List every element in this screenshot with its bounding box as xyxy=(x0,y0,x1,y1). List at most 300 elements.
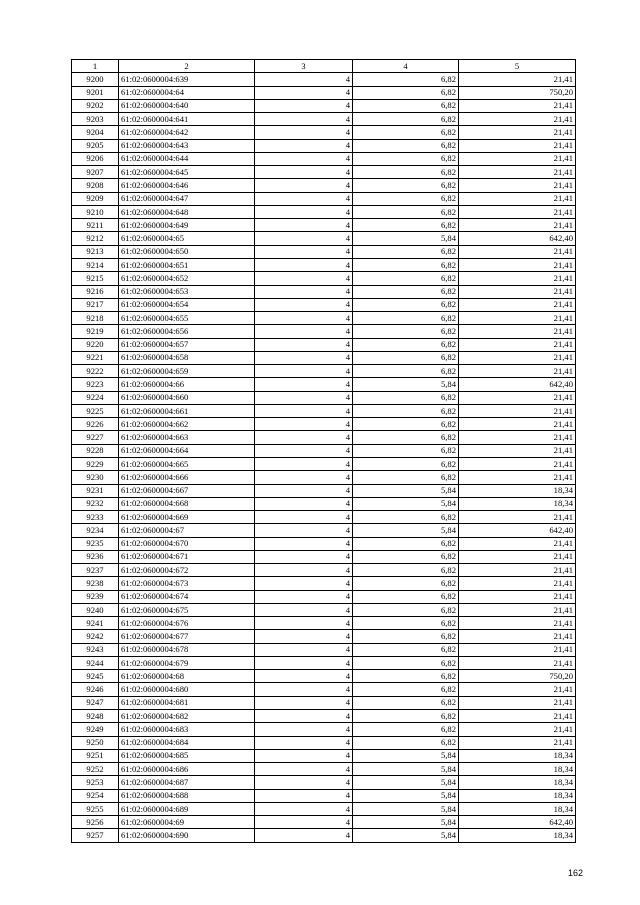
table-cell-col-1: 9214 xyxy=(72,258,119,271)
table-cell-col-4: 5,84 xyxy=(353,749,459,762)
table-cell-col-1: 9205 xyxy=(72,139,119,152)
table-cell-col-1: 9208 xyxy=(72,179,119,192)
table-cell-col-3: 4 xyxy=(255,113,353,126)
table-cell-col-2: 61:02:0600004:66 xyxy=(119,378,255,391)
table-cell-col-2: 61:02:0600004:64 xyxy=(119,86,255,99)
table-cell-col-5: 21,41 xyxy=(459,617,576,630)
table-cell-col-2: 61:02:0600004:67 xyxy=(119,524,255,537)
table-cell-col-1: 9230 xyxy=(72,471,119,484)
table-cell-col-4: 6,82 xyxy=(353,471,459,484)
table-cell-col-1: 9218 xyxy=(72,312,119,325)
table-cell-col-5: 21,41 xyxy=(459,338,576,351)
table-row xyxy=(72,298,576,311)
table-cell-col-2: 61:02:0600004:652 xyxy=(119,272,255,285)
table-cell-col-3: 4 xyxy=(255,325,353,338)
table-cell-col-2: 61:02:0600004:642 xyxy=(119,126,255,139)
table-cell-col-2: 61:02:0600004:681 xyxy=(119,696,255,709)
table-cell-col-5: 642,40 xyxy=(459,232,576,245)
table-cell-col-1: 9251 xyxy=(72,749,119,762)
table-cell-col-5: 21,41 xyxy=(459,404,576,417)
table-row xyxy=(72,802,576,815)
table-cell-col-3: 4 xyxy=(255,789,353,802)
table-cell-col-5: 21,41 xyxy=(459,590,576,603)
table-cell-col-3: 4 xyxy=(255,126,353,139)
table-cell-col-3: 4 xyxy=(255,537,353,550)
table-cell-col-5: 642,40 xyxy=(459,816,576,829)
table-cell-col-3: 4 xyxy=(255,829,353,842)
table-cell-col-5: 18,34 xyxy=(459,484,576,497)
table-cell-col-4: 6,82 xyxy=(353,325,459,338)
table-row xyxy=(72,789,576,802)
table-cell-col-3: 4 xyxy=(255,617,353,630)
table-row xyxy=(72,444,576,457)
table-cell-col-2: 61:02:0600004:663 xyxy=(119,431,255,444)
table-cell-col-2: 61:02:0600004:679 xyxy=(119,656,255,669)
table-cell-col-4: 6,82 xyxy=(353,298,459,311)
table-row xyxy=(72,670,576,683)
table-cell-col-2: 61:02:0600004:656 xyxy=(119,325,255,338)
table-cell-col-1: 9224 xyxy=(72,391,119,404)
table-cell-col-1: 9233 xyxy=(72,511,119,524)
table-cell-col-5: 21,41 xyxy=(459,258,576,271)
table-cell-col-5: 18,34 xyxy=(459,497,576,510)
table-cell-col-3: 4 xyxy=(255,497,353,510)
table-cell-col-5: 21,41 xyxy=(459,272,576,285)
table-cell-col-1: 9204 xyxy=(72,126,119,139)
table-cell-col-4: 6,82 xyxy=(353,192,459,205)
table-cell-col-2: 61:02:0600004:670 xyxy=(119,537,255,550)
table-cell-col-3: 4 xyxy=(255,152,353,165)
table-cell-col-4: 6,82 xyxy=(353,603,459,616)
table-cell-col-3: 4 xyxy=(255,444,353,457)
table-cell-col-5: 18,34 xyxy=(459,789,576,802)
table-cell-col-5: 21,41 xyxy=(459,325,576,338)
column-header-4: 4 xyxy=(353,60,459,73)
table-cell-col-4: 6,82 xyxy=(353,723,459,736)
table-cell-col-4: 6,82 xyxy=(353,99,459,112)
table-cell-col-3: 4 xyxy=(255,245,353,258)
table-cell-col-1: 9244 xyxy=(72,656,119,669)
table-cell-col-3: 4 xyxy=(255,696,353,709)
table-cell-col-2: 61:02:0600004:655 xyxy=(119,312,255,325)
table-cell-col-4: 6,82 xyxy=(353,272,459,285)
table-cell-col-3: 4 xyxy=(255,670,353,683)
table-row xyxy=(72,312,576,325)
table-cell-col-5: 21,41 xyxy=(459,391,576,404)
table-cell-col-5: 21,41 xyxy=(459,99,576,112)
table-cell-col-4: 6,82 xyxy=(353,73,459,86)
table-cell-col-3: 4 xyxy=(255,391,353,404)
table-cell-col-5: 642,40 xyxy=(459,378,576,391)
table-cell-col-5: 21,41 xyxy=(459,431,576,444)
table-cell-col-2: 61:02:0600004:660 xyxy=(119,391,255,404)
table-cell-col-2: 61:02:0600004:687 xyxy=(119,776,255,789)
table-cell-col-5: 21,41 xyxy=(459,351,576,364)
table-cell-col-5: 21,41 xyxy=(459,166,576,179)
table-cell-col-3: 4 xyxy=(255,471,353,484)
table-row xyxy=(72,351,576,364)
table-cell-col-1: 9211 xyxy=(72,219,119,232)
table-cell-col-4: 6,82 xyxy=(353,457,459,470)
table-cell-col-4: 6,82 xyxy=(353,656,459,669)
table-cell-col-3: 4 xyxy=(255,285,353,298)
table-cell-col-1: 9256 xyxy=(72,816,119,829)
table-cell-col-3: 4 xyxy=(255,404,353,417)
table-cell-col-1: 9241 xyxy=(72,617,119,630)
table-cell-col-3: 4 xyxy=(255,205,353,218)
table-cell-col-1: 9240 xyxy=(72,603,119,616)
table-row xyxy=(72,192,576,205)
table-row xyxy=(72,643,576,656)
table-cell-col-5: 21,41 xyxy=(459,205,576,218)
table-cell-col-2: 61:02:0600004:685 xyxy=(119,749,255,762)
table-cell-col-4: 5,84 xyxy=(353,789,459,802)
table-cell-col-4: 6,82 xyxy=(353,431,459,444)
table-row xyxy=(72,603,576,616)
table-row xyxy=(72,763,576,776)
table-row xyxy=(72,577,576,590)
table-row xyxy=(72,404,576,417)
table-cell-col-2: 61:02:0600004:643 xyxy=(119,139,255,152)
table-cell-col-1: 9215 xyxy=(72,272,119,285)
table-cell-col-3: 4 xyxy=(255,73,353,86)
table-row xyxy=(72,325,576,338)
table-cell-col-2: 61:02:0600004:674 xyxy=(119,590,255,603)
table-row xyxy=(72,550,576,563)
table-cell-col-5: 21,41 xyxy=(459,511,576,524)
table-cell-col-5: 21,41 xyxy=(459,298,576,311)
table-cell-col-4: 5,84 xyxy=(353,378,459,391)
table-cell-col-4: 6,82 xyxy=(353,152,459,165)
table-cell-col-2: 61:02:0600004:658 xyxy=(119,351,255,364)
table-cell-col-2: 61:02:0600004:677 xyxy=(119,630,255,643)
table-cell-col-2: 61:02:0600004:669 xyxy=(119,511,255,524)
table-row xyxy=(72,696,576,709)
table-row xyxy=(72,736,576,749)
table-row xyxy=(72,816,576,829)
table-cell-col-3: 4 xyxy=(255,139,353,152)
table-cell-col-4: 6,82 xyxy=(353,166,459,179)
table-cell-col-4: 6,82 xyxy=(353,86,459,99)
table-cell-col-5: 21,41 xyxy=(459,192,576,205)
table-cell-col-3: 4 xyxy=(255,590,353,603)
table-row xyxy=(72,630,576,643)
table-cell-col-4: 5,84 xyxy=(353,232,459,245)
table-cell-col-3: 4 xyxy=(255,365,353,378)
table-row xyxy=(72,219,576,232)
table-cell-col-4: 6,82 xyxy=(353,537,459,550)
table-row xyxy=(72,457,576,470)
table-cell-col-5: 642,40 xyxy=(459,524,576,537)
table-row xyxy=(72,166,576,179)
table-cell-col-2: 61:02:0600004:689 xyxy=(119,802,255,815)
table-cell-col-4: 6,82 xyxy=(353,113,459,126)
table-cell-col-2: 61:02:0600004:650 xyxy=(119,245,255,258)
table-cell-col-4: 6,82 xyxy=(353,511,459,524)
table-cell-col-2: 61:02:0600004:651 xyxy=(119,258,255,271)
table-cell-col-5: 21,41 xyxy=(459,73,576,86)
table-cell-col-2: 61:02:0600004:675 xyxy=(119,603,255,616)
table-cell-col-3: 4 xyxy=(255,431,353,444)
table-row xyxy=(72,126,576,139)
table-cell-col-1: 9245 xyxy=(72,670,119,683)
table-cell-col-3: 4 xyxy=(255,258,353,271)
table-row xyxy=(72,564,576,577)
table-cell-col-3: 4 xyxy=(255,656,353,669)
table-cell-col-4: 6,82 xyxy=(353,245,459,258)
table-cell-col-1: 9239 xyxy=(72,590,119,603)
table-cell-col-4: 6,82 xyxy=(353,126,459,139)
table-cell-col-2: 61:02:0600004:646 xyxy=(119,179,255,192)
table-cell-col-2: 61:02:0600004:649 xyxy=(119,219,255,232)
table-cell-col-2: 61:02:0600004:676 xyxy=(119,617,255,630)
table-cell-col-5: 750,20 xyxy=(459,86,576,99)
table-row xyxy=(72,113,576,126)
table-cell-col-3: 4 xyxy=(255,312,353,325)
table-cell-col-2: 61:02:0600004:65 xyxy=(119,232,255,245)
table-cell-col-2: 61:02:0600004:654 xyxy=(119,298,255,311)
table-row xyxy=(72,656,576,669)
table-cell-col-5: 18,34 xyxy=(459,749,576,762)
table-cell-col-1: 9250 xyxy=(72,736,119,749)
table-cell-col-2: 61:02:0600004:661 xyxy=(119,404,255,417)
table-cell-col-3: 4 xyxy=(255,272,353,285)
table-row xyxy=(72,285,576,298)
table-cell-col-3: 4 xyxy=(255,99,353,112)
table-cell-col-5: 21,41 xyxy=(459,564,576,577)
table-cell-col-5: 21,41 xyxy=(459,696,576,709)
table-cell-col-1: 9209 xyxy=(72,192,119,205)
table-cell-col-5: 21,41 xyxy=(459,643,576,656)
table-cell-col-5: 21,41 xyxy=(459,418,576,431)
table-row xyxy=(72,723,576,736)
table-cell-col-3: 4 xyxy=(255,86,353,99)
table-cell-col-1: 9212 xyxy=(72,232,119,245)
table-cell-col-2: 61:02:0600004:666 xyxy=(119,471,255,484)
table-cell-col-1: 9221 xyxy=(72,351,119,364)
table-cell-col-2: 61:02:0600004:668 xyxy=(119,497,255,510)
table-cell-col-5: 21,41 xyxy=(459,537,576,550)
table-cell-col-4: 6,82 xyxy=(353,404,459,417)
table-cell-col-2: 61:02:0600004:672 xyxy=(119,564,255,577)
table-cell-col-4: 6,82 xyxy=(353,179,459,192)
table-cell-col-2: 61:02:0600004:667 xyxy=(119,484,255,497)
table-cell-col-2: 61:02:0600004:683 xyxy=(119,723,255,736)
table-cell-col-1: 9231 xyxy=(72,484,119,497)
table-cell-col-4: 6,82 xyxy=(353,365,459,378)
table-cell-col-2: 61:02:0600004:662 xyxy=(119,418,255,431)
table-row xyxy=(72,511,576,524)
table-cell-col-5: 18,34 xyxy=(459,829,576,842)
table-cell-col-3: 4 xyxy=(255,643,353,656)
table-cell-col-5: 21,41 xyxy=(459,736,576,749)
table-cell-col-3: 4 xyxy=(255,511,353,524)
table-cell-col-2: 61:02:0600004:645 xyxy=(119,166,255,179)
table-cell-col-4: 6,82 xyxy=(353,312,459,325)
table-cell-col-4: 6,82 xyxy=(353,590,459,603)
table-cell-col-1: 9237 xyxy=(72,564,119,577)
table-cell-col-3: 4 xyxy=(255,219,353,232)
table-cell-col-5: 21,41 xyxy=(459,656,576,669)
table-cell-col-4: 5,84 xyxy=(353,816,459,829)
table-cell-col-1: 9238 xyxy=(72,577,119,590)
table-cell-col-5: 21,41 xyxy=(459,457,576,470)
table-cell-col-5: 21,41 xyxy=(459,577,576,590)
table-cell-col-1: 9220 xyxy=(72,338,119,351)
table-row xyxy=(72,245,576,258)
table-cell-col-4: 6,82 xyxy=(353,285,459,298)
table-row xyxy=(72,484,576,497)
table-cell-col-5: 18,34 xyxy=(459,776,576,789)
table-cell-col-3: 4 xyxy=(255,630,353,643)
table-cell-col-5: 21,41 xyxy=(459,710,576,723)
table-cell-col-1: 9254 xyxy=(72,789,119,802)
table-cell-col-2: 61:02:0600004:68 xyxy=(119,670,255,683)
table-cell-col-2: 61:02:0600004:690 xyxy=(119,829,255,842)
table-cell-col-5: 21,41 xyxy=(459,550,576,563)
table-cell-col-3: 4 xyxy=(255,378,353,391)
table-cell-col-1: 9253 xyxy=(72,776,119,789)
table-cell-col-2: 61:02:0600004:680 xyxy=(119,683,255,696)
table-row xyxy=(72,524,576,537)
table-cell-col-4: 6,82 xyxy=(353,219,459,232)
table-row xyxy=(72,365,576,378)
table-cell-col-1: 9213 xyxy=(72,245,119,258)
table-row xyxy=(72,418,576,431)
table-cell-col-3: 4 xyxy=(255,351,353,364)
table-cell-col-1: 9216 xyxy=(72,285,119,298)
table-cell-col-1: 9255 xyxy=(72,802,119,815)
table-cell-col-1: 9252 xyxy=(72,763,119,776)
table-row xyxy=(72,537,576,550)
table-cell-col-4: 6,82 xyxy=(353,564,459,577)
table-cell-col-5: 21,41 xyxy=(459,444,576,457)
table-cell-col-5: 750,20 xyxy=(459,670,576,683)
table-cell-col-1: 9201 xyxy=(72,86,119,99)
table-cell-col-3: 4 xyxy=(255,763,353,776)
table-cell-col-5: 21,41 xyxy=(459,219,576,232)
table-cell-col-5: 21,41 xyxy=(459,603,576,616)
table-cell-col-1: 9257 xyxy=(72,829,119,842)
table-cell-col-5: 21,41 xyxy=(459,365,576,378)
table-cell-col-4: 6,82 xyxy=(353,351,459,364)
table-cell-col-4: 6,82 xyxy=(353,139,459,152)
table-row xyxy=(72,272,576,285)
table-cell-col-1: 9210 xyxy=(72,205,119,218)
table-cell-col-3: 4 xyxy=(255,802,353,815)
table-row xyxy=(72,378,576,391)
table-cell-col-1: 9223 xyxy=(72,378,119,391)
table-cell-col-1: 9249 xyxy=(72,723,119,736)
table-cell-col-2: 61:02:0600004:664 xyxy=(119,444,255,457)
table-cell-col-2: 61:02:0600004:641 xyxy=(119,113,255,126)
table-cell-col-4: 6,82 xyxy=(353,550,459,563)
table-row xyxy=(72,86,576,99)
table-cell-col-1: 9222 xyxy=(72,365,119,378)
table-cell-col-2: 61:02:0600004:69 xyxy=(119,816,255,829)
table-cell-col-2: 61:02:0600004:640 xyxy=(119,99,255,112)
column-header-1: 1 xyxy=(72,60,119,73)
table-cell-col-2: 61:02:0600004:657 xyxy=(119,338,255,351)
table-cell-col-4: 5,84 xyxy=(353,776,459,789)
table-cell-col-4: 6,82 xyxy=(353,736,459,749)
table-cell-col-3: 4 xyxy=(255,723,353,736)
table-cell-col-2: 61:02:0600004:684 xyxy=(119,736,255,749)
table-cell-col-3: 4 xyxy=(255,776,353,789)
table-row xyxy=(72,590,576,603)
table-cell-col-5: 21,41 xyxy=(459,683,576,696)
table-cell-col-1: 9217 xyxy=(72,298,119,311)
table-cell-col-1: 9203 xyxy=(72,113,119,126)
table-cell-col-3: 4 xyxy=(255,338,353,351)
table-cell-col-3: 4 xyxy=(255,484,353,497)
table-header xyxy=(72,60,576,73)
table-cell-col-3: 4 xyxy=(255,179,353,192)
table-cell-col-1: 9248 xyxy=(72,710,119,723)
column-header-5: 5 xyxy=(459,60,576,73)
table-row xyxy=(72,152,576,165)
table-cell-col-4: 5,84 xyxy=(353,484,459,497)
table-cell-col-1: 9226 xyxy=(72,418,119,431)
table-cell-col-5: 21,41 xyxy=(459,179,576,192)
table-row xyxy=(72,710,576,723)
table-row xyxy=(72,99,576,112)
table-cell-col-3: 4 xyxy=(255,418,353,431)
table-cell-col-5: 21,41 xyxy=(459,285,576,298)
table-cell-col-4: 6,82 xyxy=(353,630,459,643)
table-cell-col-2: 61:02:0600004:682 xyxy=(119,710,255,723)
table-cell-col-5: 21,41 xyxy=(459,113,576,126)
header-row xyxy=(72,60,576,73)
column-header-3: 3 xyxy=(255,60,353,73)
table-row xyxy=(72,391,576,404)
table-cell-col-1: 9206 xyxy=(72,152,119,165)
table-cell-col-1: 9225 xyxy=(72,404,119,417)
table-cell-col-4: 6,82 xyxy=(353,696,459,709)
table-cell-col-1: 9234 xyxy=(72,524,119,537)
table-cell-col-4: 6,82 xyxy=(353,710,459,723)
table-cell-col-3: 4 xyxy=(255,683,353,696)
data-table xyxy=(71,59,576,843)
table-cell-col-3: 4 xyxy=(255,298,353,311)
table-cell-col-1: 9243 xyxy=(72,643,119,656)
table-cell-col-1: 9246 xyxy=(72,683,119,696)
column-header-2: 2 xyxy=(119,60,255,73)
table-row xyxy=(72,829,576,842)
table-cell-col-4: 6,82 xyxy=(353,444,459,457)
table-row xyxy=(72,139,576,152)
table-cell-col-3: 4 xyxy=(255,166,353,179)
table-cell-col-5: 18,34 xyxy=(459,802,576,815)
table-row xyxy=(72,617,576,630)
table-cell-col-5: 21,41 xyxy=(459,152,576,165)
table-cell-col-4: 6,82 xyxy=(353,391,459,404)
table-cell-col-1: 9247 xyxy=(72,696,119,709)
table-cell-col-5: 21,41 xyxy=(459,630,576,643)
table-cell-col-2: 61:02:0600004:686 xyxy=(119,763,255,776)
table-cell-col-2: 61:02:0600004:671 xyxy=(119,550,255,563)
table-cell-col-3: 4 xyxy=(255,736,353,749)
table-row xyxy=(72,683,576,696)
table-cell-col-3: 4 xyxy=(255,550,353,563)
table-cell-col-3: 4 xyxy=(255,457,353,470)
table-cell-col-2: 61:02:0600004:678 xyxy=(119,643,255,656)
table-cell-col-1: 9202 xyxy=(72,99,119,112)
table-cell-col-2: 61:02:0600004:647 xyxy=(119,192,255,205)
table-row xyxy=(72,73,576,86)
table-cell-col-4: 6,82 xyxy=(353,670,459,683)
table-row xyxy=(72,258,576,271)
